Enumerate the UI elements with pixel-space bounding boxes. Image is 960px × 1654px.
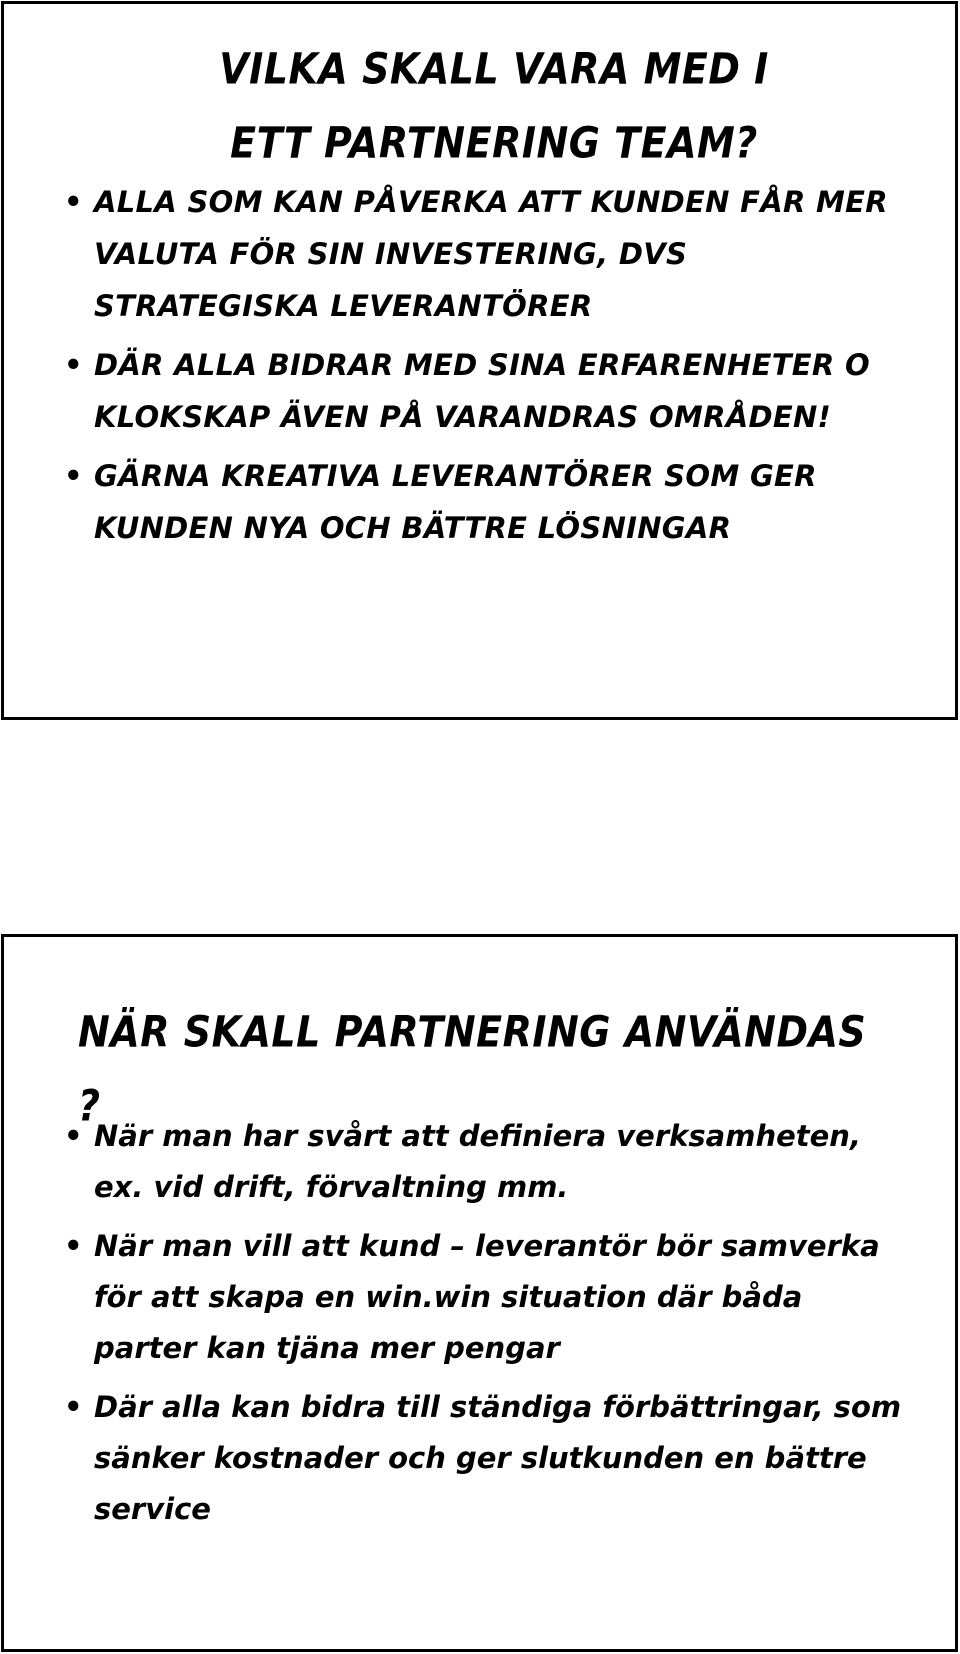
bullet-icon: • xyxy=(64,348,83,382)
bullet-text: När man vill att kund – leverantör bör samverka för att skapa en win.win situation där båda parter kan tjäna mer pengar xyxy=(94,1229,880,1365)
bullet-text: När man har svårt att definiera verksamheten, ex. vid drift, förvaltning mm. xyxy=(94,1119,861,1204)
bullet-text: GÄRNA KREATIVA LEVERANTÖRER SOM GER KUNDEN NYA OCH BÄTTRE LÖSNINGAR xyxy=(94,459,817,545)
bullet-icon: • xyxy=(64,185,83,219)
slide-2-bullet-list xyxy=(64,1111,914,1543)
slide-2-title: NÄR SKALL PARTNERING ANVÄNDAS ? xyxy=(78,1007,867,1131)
bullet-icon: • xyxy=(64,1119,83,1153)
bullet-icon: • xyxy=(64,459,83,493)
bullet-text: Där alla kan bidra till ständiga förbättringar, som sänker kostnader och ger slutkunden en bättre service xyxy=(94,1390,902,1526)
bullet-item xyxy=(64,1382,914,1535)
bullet-item xyxy=(64,339,914,443)
bullet-icon: • xyxy=(64,1390,83,1424)
bullet-text: ALLA SOM KAN PÅVERKA ATT KUNDEN FÅR MER VALUTA FÖR SIN INVESTERING, DVS STRATEGISKA LEVERANTÖRER xyxy=(94,185,888,323)
slide-2 xyxy=(1,934,958,1652)
bullet-item xyxy=(64,1111,914,1213)
bullet-text: DÄR ALLA BIDRAR MED SINA ERFARENHETER O KLOKSKAP ÄVEN PÅ VARANDRAS OMRÅDEN! xyxy=(94,348,870,434)
bullet-icon: • xyxy=(64,1229,83,1263)
slide-1-title: VILKA SKALL VARA MED I ETT PARTNERING TEAM? xyxy=(219,44,769,168)
bullet-item xyxy=(64,1221,914,1374)
slide-1 xyxy=(1,1,958,720)
bullet-item xyxy=(64,450,914,554)
slide-1-bullet-list xyxy=(64,176,914,561)
bullet-item xyxy=(64,176,914,332)
